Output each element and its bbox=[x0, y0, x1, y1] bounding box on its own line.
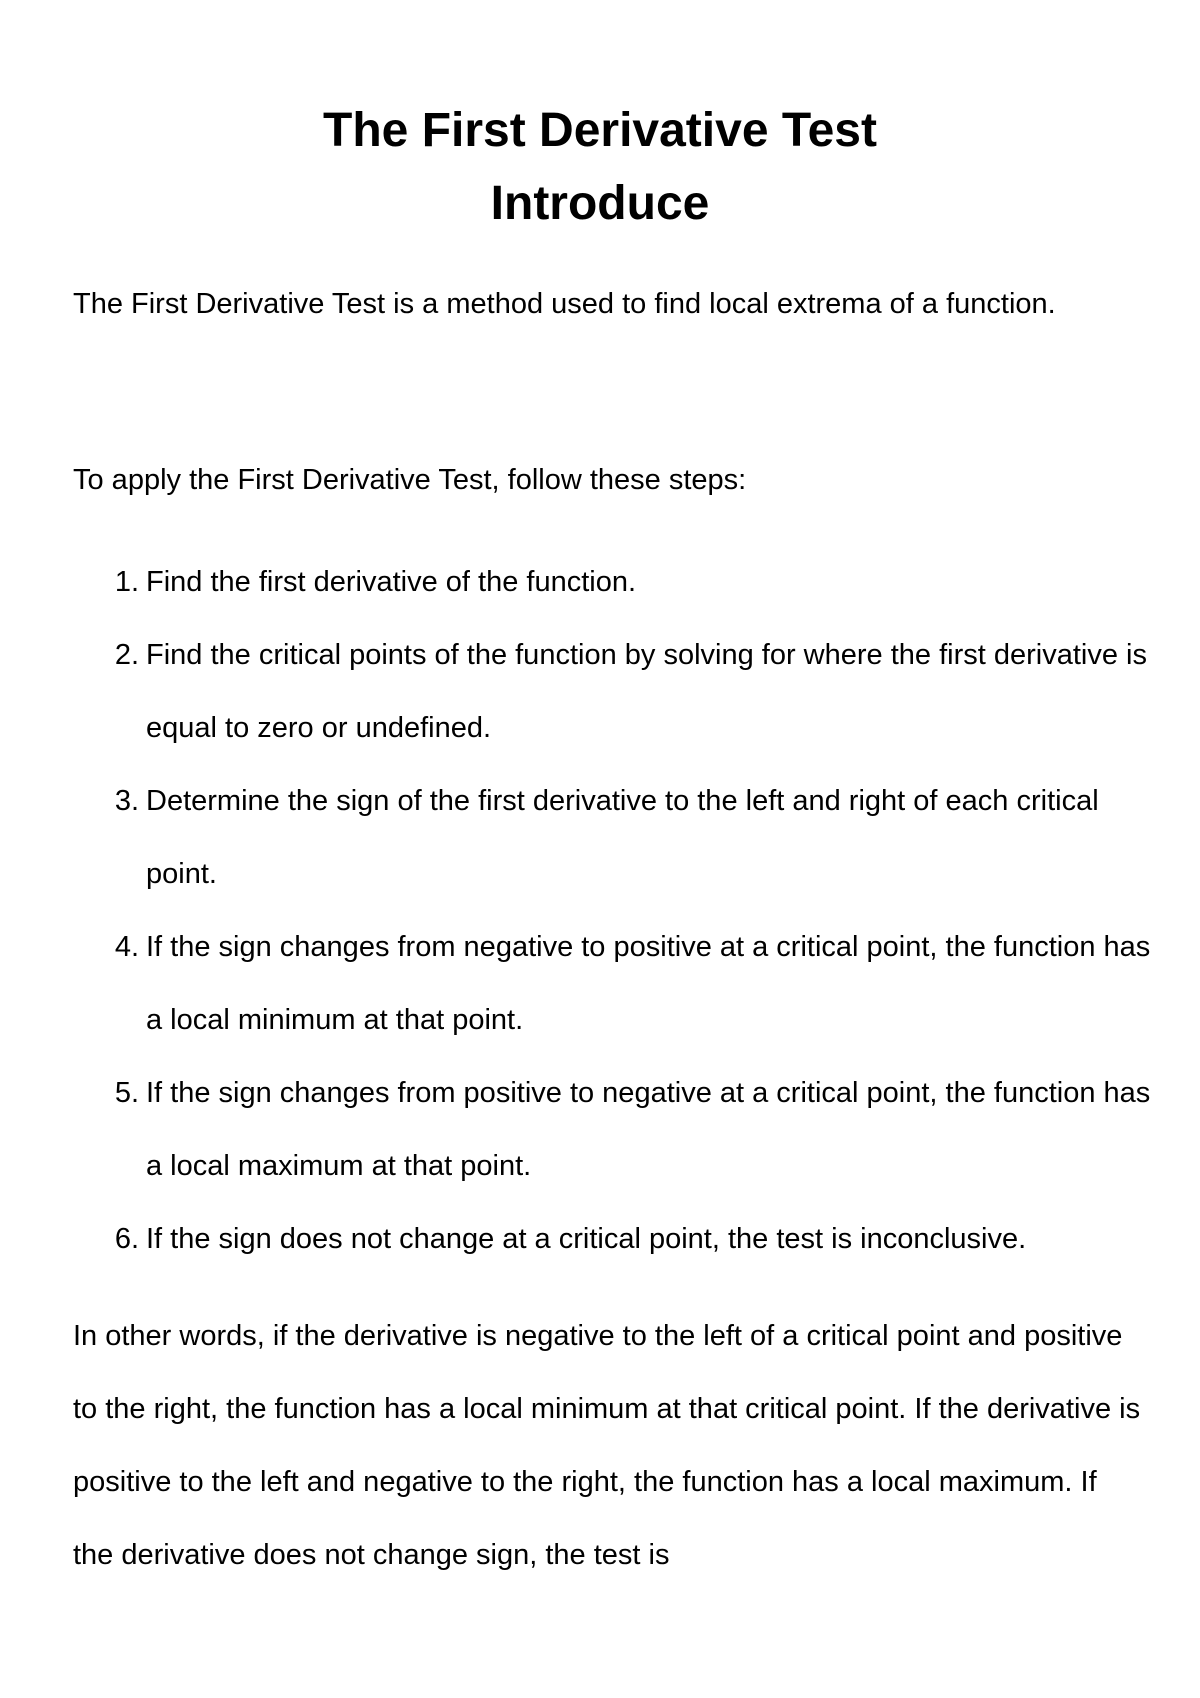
step-text: If the sign does not change at a critical point, the test is inconclusive. bbox=[146, 1223, 1027, 1255]
summary-paragraph: In other words, if the derivative is negative to the left of a critical point and positive to the right, the function has a local minimum at that critical point. If the derivative is positive to the left and negative to the right, the function has a local maximum. If the derivative does not change sign, the test is bbox=[73, 1320, 1141, 1571]
list-item bbox=[73, 765, 1153, 911]
page-title: The First Derivative Test bbox=[323, 104, 877, 157]
step-text: Find the critical points of the function by solving for where the first derivative is equal to zero or undefined. bbox=[146, 639, 1147, 744]
apply-paragraph: To apply the First Derivative Test, follow these steps: bbox=[73, 464, 747, 496]
step-text: Determine the sign of the first derivative to the left and right of each critical point. bbox=[146, 785, 1099, 890]
step-number: 3. bbox=[114, 785, 139, 817]
list-item bbox=[73, 1057, 1153, 1203]
step-text: If the sign changes from positive to negative at a critical point, the function has a local maximum at that point. bbox=[146, 1077, 1151, 1182]
list-item bbox=[73, 619, 1153, 765]
list-item bbox=[73, 1203, 1153, 1276]
step-number: 1. bbox=[114, 566, 139, 598]
step-number: 2. bbox=[114, 639, 139, 671]
list-item bbox=[73, 546, 1153, 619]
intro-paragraph: The First Derivative Test is a method used to find local extrema of a function. bbox=[73, 288, 1056, 320]
step-number: 5. bbox=[114, 1077, 139, 1109]
step-number: 4. bbox=[114, 931, 139, 963]
step-text: If the sign changes from negative to positive at a critical point, the function has a local minimum at that point. bbox=[146, 931, 1151, 1036]
list-item bbox=[73, 911, 1153, 1057]
steps-list bbox=[73, 546, 1153, 1276]
step-text: Find the first derivative of the function. bbox=[146, 566, 637, 598]
step-number: 6. bbox=[114, 1223, 139, 1255]
page-subtitle: Introduce bbox=[490, 177, 710, 230]
